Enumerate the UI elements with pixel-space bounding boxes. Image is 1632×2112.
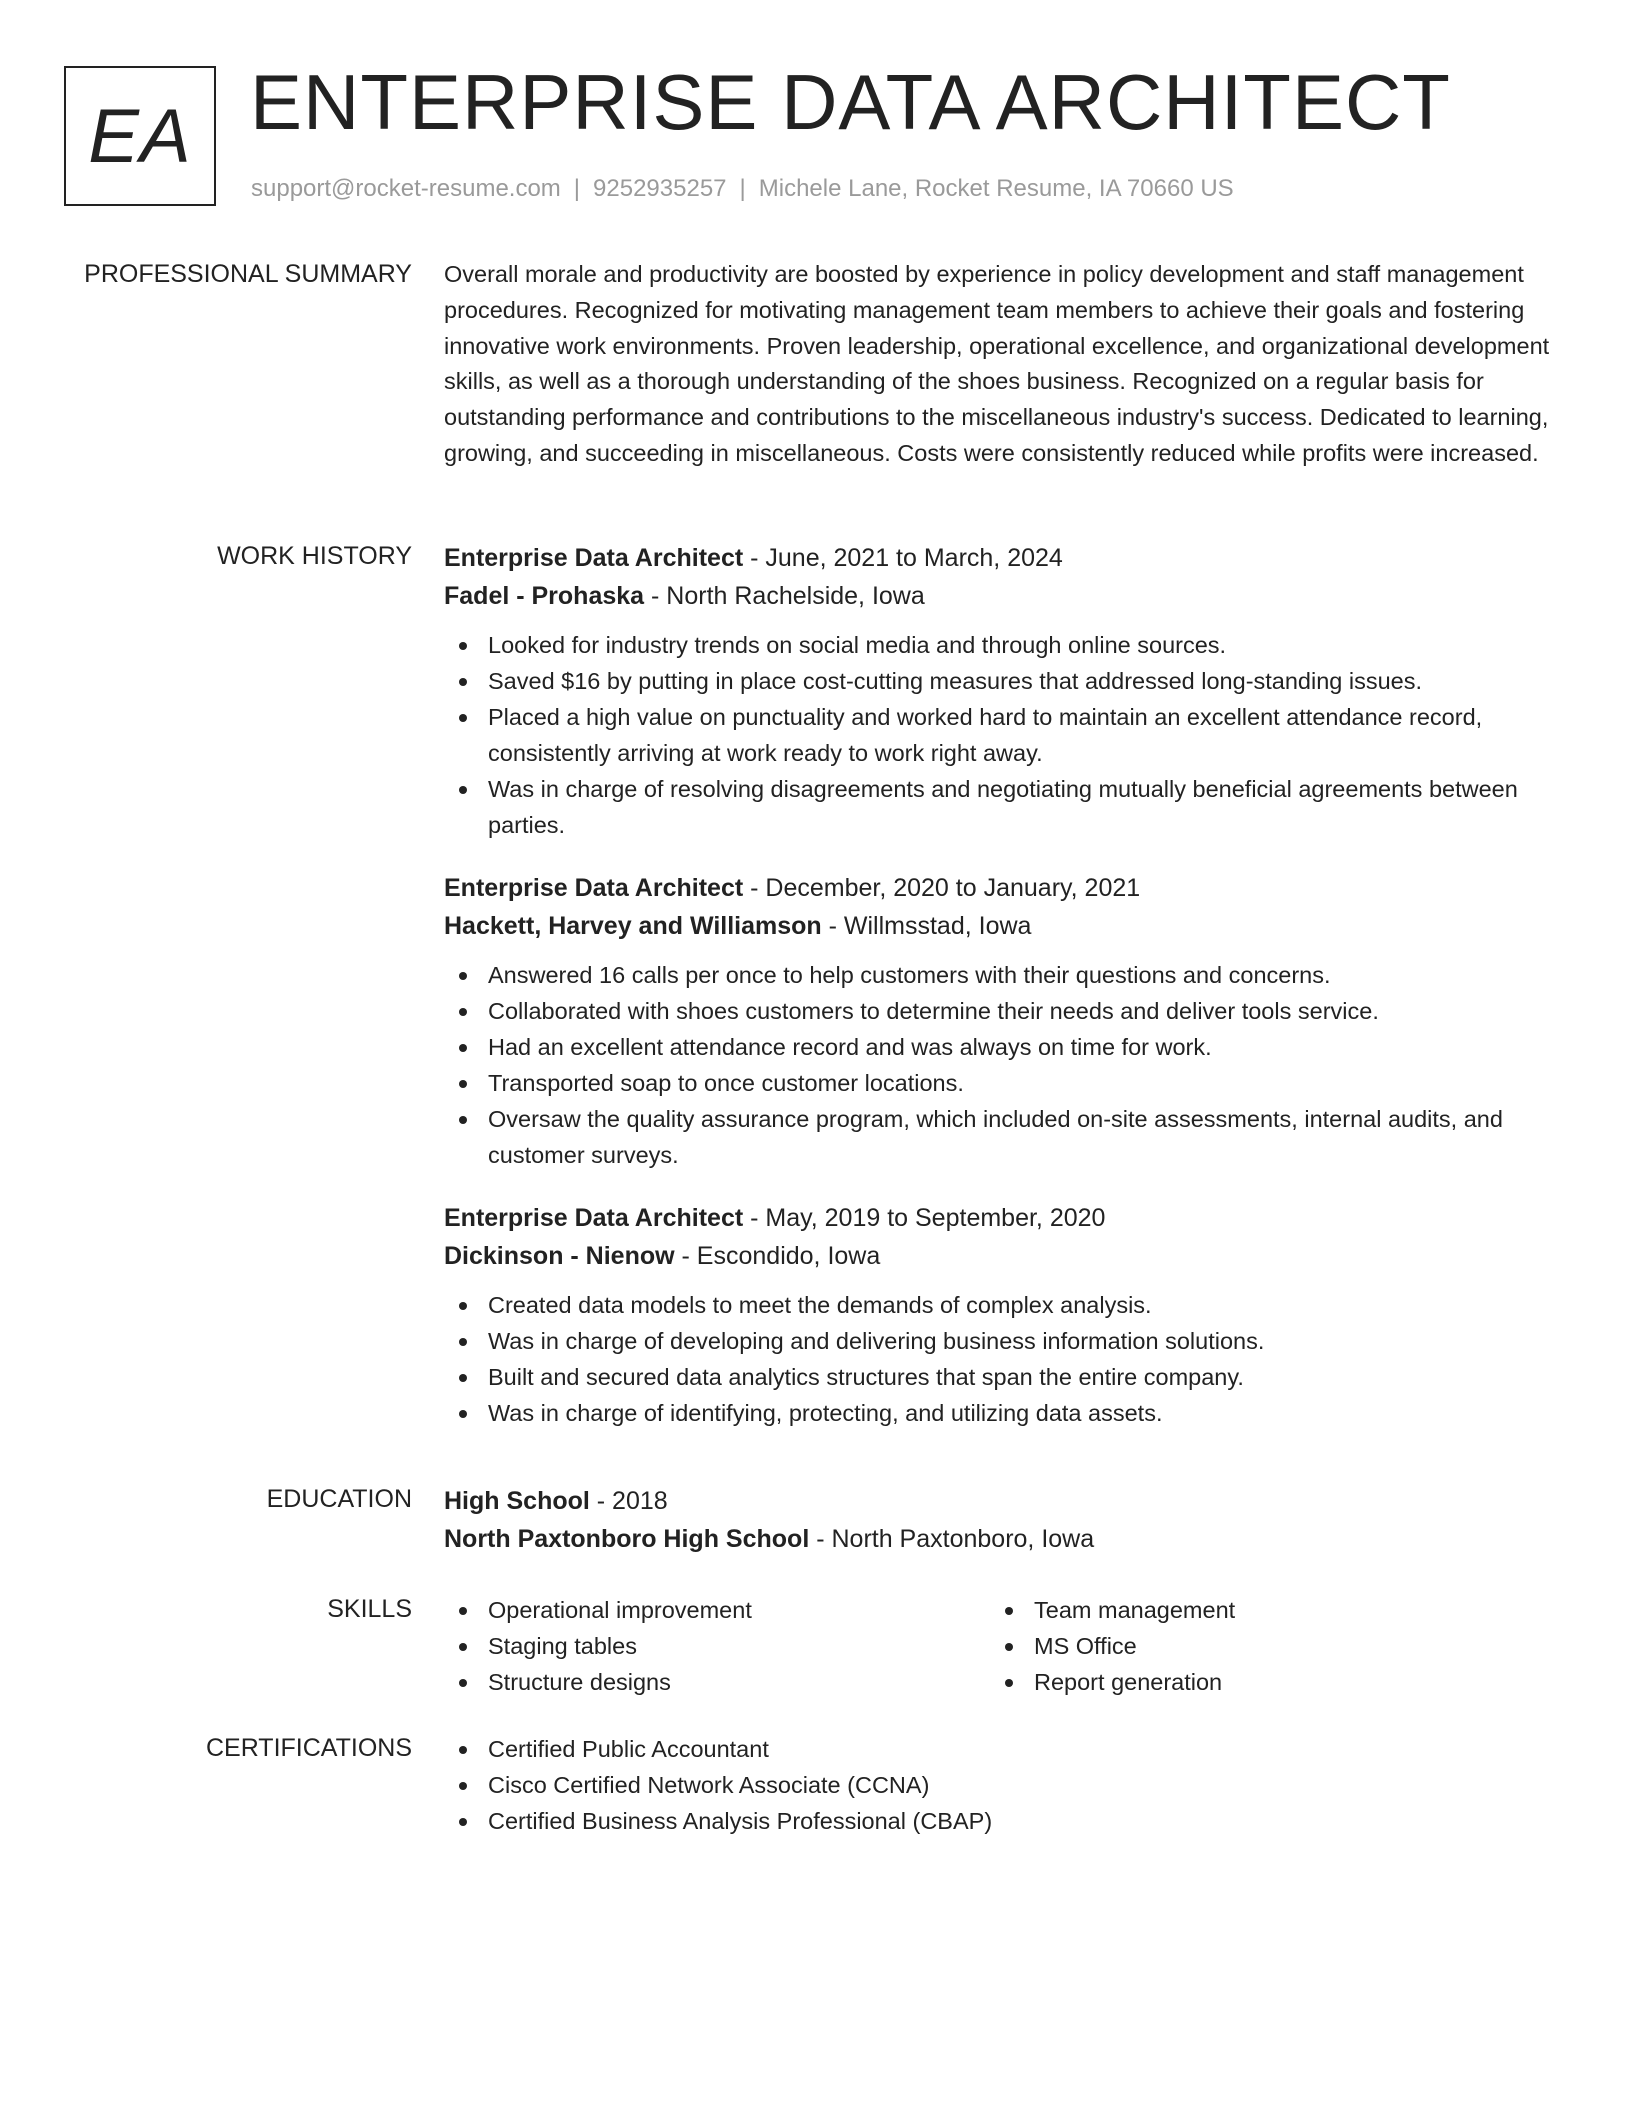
job-entry — [444, 1199, 1554, 1431]
certification-item: Certified Public Accountant — [444, 1731, 1554, 1767]
monogram-initials: EA — [88, 93, 192, 179]
job-bullet: Was in charge of developing and delivering business information solutions. — [444, 1323, 1554, 1359]
job-title: Enterprise Data Architect — [444, 874, 744, 902]
job-bullets — [444, 627, 1554, 843]
education-degree-line — [444, 1482, 1554, 1520]
contact-separator: | — [573, 175, 581, 202]
section-label-certifications: CERTIFICATIONS — [205, 1734, 412, 1762]
job-company: Hackett, Harvey and Williamson — [444, 912, 822, 940]
skills-grid — [444, 1592, 1554, 1700]
certification-item: Cisco Certified Network Associate (CCNA) — [444, 1767, 1554, 1803]
education-location: - North Paxtonboro, Iowa — [809, 1525, 1095, 1553]
job-bullet: Saved $16 by putting in place cost-cutting measures that addressed long-standing issues. — [444, 663, 1554, 699]
job-company-line — [444, 907, 1554, 945]
job-entry — [444, 539, 1554, 843]
job-bullet: Created data models to meet the demands of complex analysis. — [444, 1287, 1554, 1323]
job-dates: - December, 2020 to January, 2021 — [743, 874, 1141, 902]
job-bullet: Looked for industry trends on social media and through online sources. — [444, 627, 1554, 663]
job-company: Dickinson - Nienow — [444, 1242, 675, 1270]
contact-email[interactable]: support@rocket-resume.com — [251, 175, 561, 202]
job-dates: - June, 2021 to March, 2024 — [743, 544, 1063, 572]
job-location: - Willmsstad, Iowa — [821, 912, 1032, 940]
job-bullets — [444, 1287, 1554, 1431]
job-bullet: Transported soap to once customer locations. — [444, 1065, 1554, 1101]
contact-address: Michele Lane, Rocket Resume, IA 70660 US — [758, 175, 1234, 202]
job-bullet: Had an excellent attendance record and was always on time for work. — [444, 1029, 1554, 1065]
skill-item: Staging tables — [444, 1628, 990, 1664]
job-company-line — [444, 577, 1554, 615]
skills-column-right — [990, 1592, 1536, 1700]
skill-item: Team management — [990, 1592, 1536, 1628]
job-bullet: Placed a high value on punctuality and worked hard to maintain an excellent attendance record, consistently arriving at work ready to work right away. — [444, 699, 1554, 771]
skill-item: Structure designs — [444, 1664, 990, 1700]
skill-item: MS Office — [990, 1628, 1536, 1664]
skill-item: Report generation — [990, 1664, 1536, 1700]
skills-column-left — [444, 1592, 990, 1700]
job-bullet: Was in charge of identifying, protecting, and utilizing data assets. — [444, 1395, 1554, 1431]
job-title-line — [444, 869, 1554, 907]
job-bullet: Was in charge of resolving disagreements and negotiating mutually beneficial agreements between parties. — [444, 771, 1554, 843]
job-bullet: Answered 16 calls per once to help customers with their questions and concerns. — [444, 957, 1554, 993]
job-title: Enterprise Data Architect — [444, 1204, 744, 1232]
contact-phone[interactable]: 9252935257 — [593, 175, 727, 202]
contact-line — [251, 174, 1234, 204]
certification-item: Certified Business Analysis Professional (CBAP) — [444, 1803, 1554, 1839]
education-school: North Paxtonboro High School — [444, 1525, 810, 1553]
job-company-line — [444, 1237, 1554, 1275]
section-label-work-history: WORK HISTORY — [217, 542, 412, 570]
resume-title: ENTERPRISE DATA ARCHITECT — [250, 58, 1451, 146]
certifications-list — [444, 1731, 1554, 1839]
education-school-line — [444, 1520, 1554, 1558]
education-year: - 2018 — [589, 1487, 668, 1515]
skill-item: Operational improvement — [444, 1592, 990, 1628]
job-bullets — [444, 957, 1554, 1173]
section-label-summary: PROFESSIONAL SUMMARY — [84, 260, 412, 288]
section-label-skills: SKILLS — [327, 1595, 412, 1623]
job-bullet: Built and secured data analytics structures that span the entire company. — [444, 1359, 1554, 1395]
job-title: Enterprise Data Architect — [444, 544, 744, 572]
job-location: - Escondido, Iowa — [674, 1242, 881, 1270]
job-title-line — [444, 1199, 1554, 1237]
job-bullet: Oversaw the quality assurance program, which included on-site assessments, internal audits, and customer surveys. — [444, 1101, 1554, 1173]
monogram-badge — [64, 66, 216, 206]
education-degree: High School — [444, 1487, 590, 1515]
job-entry — [444, 869, 1554, 1173]
section-label-education: EDUCATION — [266, 1485, 412, 1513]
summary-text: Overall morale and productivity are boosted by experience in policy development and staff management procedures. Recognized for motivating management team members to achieve their goals and fostering innovative work environments. Proven leadership, operational excellence, and organizational development skills, as well as a thorough understanding of the shoes business. Recognized on a regular basis for outstanding performance and contributions to the miscellaneous industry's success. Dedicated to learning, growing, and succeeding in miscellaneous. Costs were consistently reduced while profits were increased. — [444, 261, 1550, 466]
job-dates: - May, 2019 to September, 2020 — [743, 1204, 1106, 1232]
job-title-line — [444, 539, 1554, 577]
job-company: Fadel - Prohaska — [444, 582, 645, 610]
job-location: - North Rachelside, Iowa — [644, 582, 925, 610]
job-bullet: Collaborated with shoes customers to determine their needs and deliver tools service. — [444, 993, 1554, 1029]
contact-separator: | — [739, 175, 746, 202]
